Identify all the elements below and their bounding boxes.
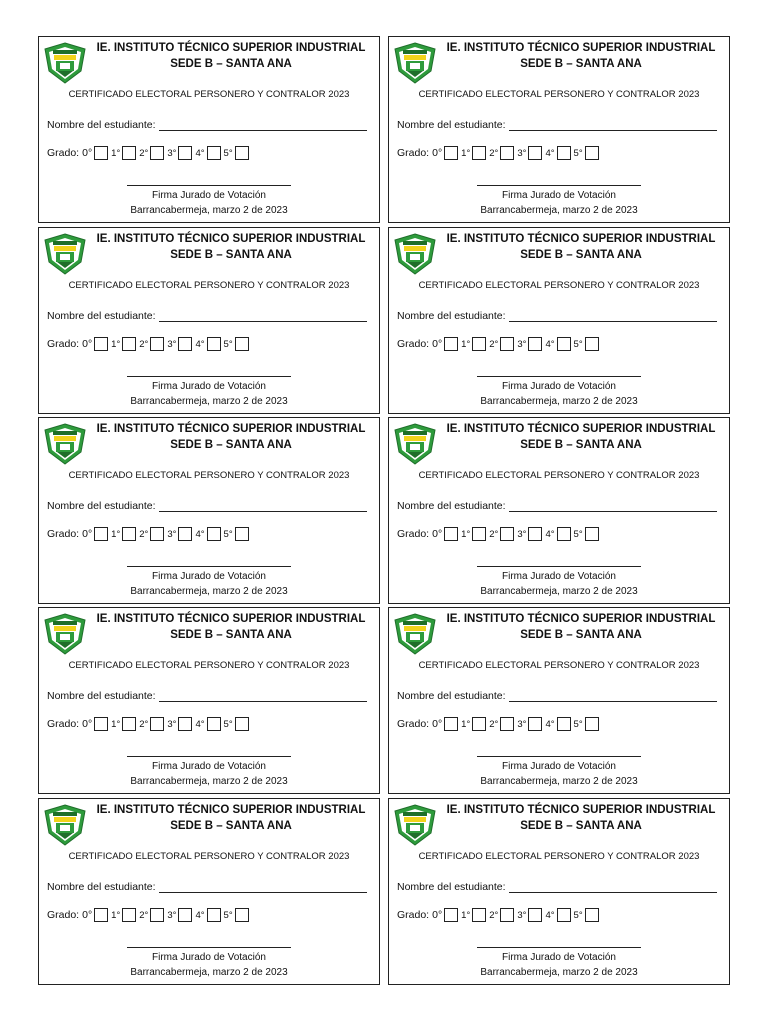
student-name-field[interactable]: [47, 881, 367, 893]
grade-checkbox[interactable]: [235, 908, 249, 922]
grade-label: Grado:: [397, 147, 430, 159]
student-name-field[interactable]: [47, 310, 367, 322]
grade-option-2[interactable]: 2°: [486, 146, 514, 160]
grade-label: Grado:: [397, 909, 430, 921]
grade-option-2[interactable]: 2°: [486, 717, 514, 731]
student-name-label: Nombre del estudiante:: [47, 119, 156, 131]
place-date: Barrancabermeja, marzo 2 de 2023: [480, 205, 638, 216]
grade-checkbox[interactable]: [122, 337, 136, 351]
grade-option-3[interactable]: 3°: [164, 527, 192, 541]
certificate-card: [388, 417, 730, 604]
student-name-field[interactable]: [47, 500, 367, 512]
grade-selector: [397, 146, 599, 160]
grade-option-0[interactable]: 0°: [429, 337, 458, 351]
grade-option-4[interactable]: 4°: [542, 146, 570, 160]
grade-selector: [397, 717, 599, 731]
grade-checkbox[interactable]: [585, 527, 599, 541]
grade-option-3[interactable]: 3°: [164, 337, 192, 351]
signature-label: Firma Jurado de Votación: [152, 952, 266, 963]
certificate-card: [388, 36, 730, 223]
student-name-label: Nombre del estudiante:: [397, 500, 506, 512]
grade-checkbox[interactable]: [94, 337, 108, 351]
grade-checkbox[interactable]: [94, 527, 108, 541]
certificate-card: [38, 798, 380, 985]
grade-checkbox[interactable]: [178, 527, 192, 541]
grade-option-2[interactable]: 2°: [486, 527, 514, 541]
grade-checkbox[interactable]: [122, 908, 136, 922]
place-date: Barrancabermeja, marzo 2 de 2023: [480, 967, 638, 978]
certificate-card: [388, 798, 730, 985]
school-name: IE. INSTITUTO TÉCNICO SUPERIOR INDUSTRIAL: [96, 804, 366, 816]
student-name-blank-line[interactable]: [509, 882, 717, 893]
grade-option-0[interactable]: 0°: [79, 527, 108, 541]
grade-selector: [47, 527, 249, 541]
grade-checkbox[interactable]: [207, 527, 221, 541]
grade-option-1[interactable]: 1°: [458, 527, 486, 541]
school-name: IE. INSTITUTO TÉCNICO SUPERIOR INDUSTRIAL: [446, 42, 716, 54]
campus-name: SEDE B – SANTA ANA: [520, 249, 642, 261]
grade-option-0[interactable]: 0°: [429, 146, 458, 160]
grade-checkbox[interactable]: [500, 337, 514, 351]
school-crest-logo: [393, 422, 437, 466]
grade-checkbox[interactable]: [557, 908, 571, 922]
grade-checkbox[interactable]: [528, 337, 542, 351]
grade-checkbox[interactable]: [585, 717, 599, 731]
signature-line[interactable]: [127, 376, 291, 377]
certificate-card: [38, 417, 380, 604]
signature-line[interactable]: [127, 756, 291, 757]
grade-option-3[interactable]: 3°: [514, 337, 542, 351]
grade-checkbox[interactable]: [585, 337, 599, 351]
grade-checkbox[interactable]: [235, 146, 249, 160]
grade-option-0[interactable]: 0°: [429, 527, 458, 541]
grade-checkbox[interactable]: [207, 717, 221, 731]
grade-label: Grado:: [47, 909, 80, 921]
school-crest-logo: [393, 803, 437, 847]
grade-checkbox[interactable]: [472, 717, 486, 731]
campus-name: SEDE B – SANTA ANA: [170, 249, 292, 261]
grade-option-0[interactable]: 0°: [79, 337, 108, 351]
grade-option-1[interactable]: 1°: [458, 337, 486, 351]
grade-checkbox[interactable]: [178, 146, 192, 160]
grade-option-2[interactable]: 2°: [136, 146, 164, 160]
grade-checkbox[interactable]: [150, 337, 164, 351]
school-crest-logo: [43, 803, 87, 847]
grade-option-1[interactable]: 1°: [108, 146, 136, 160]
grade-checkbox[interactable]: [207, 337, 221, 351]
grade-selector: [397, 527, 599, 541]
grade-option-3[interactable]: 3°: [164, 717, 192, 731]
school-crest-logo: [43, 422, 87, 466]
student-name-label: Nombre del estudiante:: [397, 881, 506, 893]
certificate-title: CERTIFICADO ELECTORAL PERSONERO Y CONTRALOR 2023: [418, 89, 700, 100]
grade-checkbox[interactable]: [500, 146, 514, 160]
grade-option-5[interactable]: 5°: [221, 337, 249, 351]
grade-option-5[interactable]: 5°: [221, 146, 249, 160]
signature-line[interactable]: [477, 566, 641, 567]
grade-checkbox[interactable]: [500, 717, 514, 731]
grade-checkbox[interactable]: [585, 146, 599, 160]
grade-option-4[interactable]: 4°: [542, 717, 570, 731]
signature-line[interactable]: [477, 185, 641, 186]
school-name: IE. INSTITUTO TÉCNICO SUPERIOR INDUSTRIAL: [446, 423, 716, 435]
signature-line[interactable]: [127, 566, 291, 567]
grade-checkbox[interactable]: [94, 717, 108, 731]
grade-option-0[interactable]: 0°: [429, 908, 458, 922]
grade-option-4[interactable]: 4°: [192, 908, 220, 922]
school-name: IE. INSTITUTO TÉCNICO SUPERIOR INDUSTRIAL: [96, 423, 366, 435]
grade-option-4[interactable]: 4°: [192, 337, 220, 351]
grade-selector: [47, 337, 249, 351]
certificate-title: CERTIFICADO ELECTORAL PERSONERO Y CONTRALOR 2023: [418, 470, 700, 481]
student-name-label: Nombre del estudiante:: [397, 119, 506, 131]
student-name-blank-line[interactable]: [509, 501, 717, 512]
grade-checkbox[interactable]: [122, 717, 136, 731]
signature-line[interactable]: [477, 947, 641, 948]
student-name-field[interactable]: [47, 119, 367, 131]
grade-checkbox[interactable]: [472, 146, 486, 160]
signature-label: Firma Jurado de Votación: [152, 761, 266, 772]
certificate-card: [388, 607, 730, 794]
grade-option-0[interactable]: 0°: [79, 908, 108, 922]
grade-checkbox[interactable]: [150, 717, 164, 731]
grade-option-2[interactable]: 2°: [136, 527, 164, 541]
place-date: Barrancabermeja, marzo 2 de 2023: [130, 967, 288, 978]
student-name-label: Nombre del estudiante:: [397, 310, 506, 322]
grade-option-5[interactable]: 5°: [571, 337, 599, 351]
certificate-card: [38, 607, 380, 794]
student-name-blank-line[interactable]: [159, 882, 367, 893]
signature-label: Firma Jurado de Votación: [502, 571, 616, 582]
school-name: IE. INSTITUTO TÉCNICO SUPERIOR INDUSTRIAL: [446, 804, 716, 816]
place-date: Barrancabermeja, marzo 2 de 2023: [130, 776, 288, 787]
grade-checkbox[interactable]: [150, 146, 164, 160]
signature-label: Firma Jurado de Votación: [502, 190, 616, 201]
grade-selector: [397, 908, 599, 922]
grade-label: Grado:: [47, 147, 80, 159]
grade-option-3[interactable]: 3°: [514, 908, 542, 922]
grade-option-5[interactable]: 5°: [571, 146, 599, 160]
place-date: Barrancabermeja, marzo 2 de 2023: [480, 776, 638, 787]
signature-line[interactable]: [477, 756, 641, 757]
grade-checkbox[interactable]: [178, 337, 192, 351]
campus-name: SEDE B – SANTA ANA: [520, 629, 642, 641]
student-name-label: Nombre del estudiante:: [397, 690, 506, 702]
grade-option-3[interactable]: 3°: [164, 908, 192, 922]
grade-label: Grado:: [47, 338, 80, 350]
grade-option-0[interactable]: 0°: [79, 717, 108, 731]
signature-label: Firma Jurado de Votación: [152, 190, 266, 201]
grade-checkbox[interactable]: [235, 337, 249, 351]
grade-checkbox[interactable]: [207, 146, 221, 160]
campus-name: SEDE B – SANTA ANA: [170, 820, 292, 832]
school-name: IE. INSTITUTO TÉCNICO SUPERIOR INDUSTRIAL: [96, 233, 366, 245]
grade-option-5[interactable]: 5°: [571, 527, 599, 541]
place-date: Barrancabermeja, marzo 2 de 2023: [480, 586, 638, 597]
campus-name: SEDE B – SANTA ANA: [170, 629, 292, 641]
grade-checkbox[interactable]: [528, 717, 542, 731]
student-name-field[interactable]: [397, 119, 717, 131]
certificate-title: CERTIFICADO ELECTORAL PERSONERO Y CONTRALOR 2023: [68, 851, 350, 862]
grade-option-1[interactable]: 1°: [458, 908, 486, 922]
grade-selector: [47, 146, 249, 160]
grade-checkbox[interactable]: [444, 146, 458, 160]
grade-option-1[interactable]: 1°: [108, 717, 136, 731]
grade-checkbox[interactable]: [122, 146, 136, 160]
grade-checkbox[interactable]: [528, 908, 542, 922]
grade-checkbox[interactable]: [122, 527, 136, 541]
grade-label: Grado:: [397, 528, 430, 540]
signature-label: Firma Jurado de Votación: [502, 381, 616, 392]
campus-name: SEDE B – SANTA ANA: [170, 439, 292, 451]
grade-option-5[interactable]: 5°: [221, 527, 249, 541]
certificate-title: CERTIFICADO ELECTORAL PERSONERO Y CONTRALOR 2023: [68, 280, 350, 291]
grade-checkbox[interactable]: [472, 908, 486, 922]
student-name-blank-line[interactable]: [509, 691, 717, 702]
student-name-label: Nombre del estudiante:: [47, 500, 156, 512]
student-name-label: Nombre del estudiante:: [47, 310, 156, 322]
student-name-blank-line[interactable]: [509, 120, 717, 131]
place-date: Barrancabermeja, marzo 2 de 2023: [130, 205, 288, 216]
grade-option-3[interactable]: 3°: [164, 146, 192, 160]
certificate-title: CERTIFICADO ELECTORAL PERSONERO Y CONTRALOR 2023: [418, 280, 700, 291]
student-name-label: Nombre del estudiante:: [47, 881, 156, 893]
signature-line[interactable]: [127, 947, 291, 948]
grade-checkbox[interactable]: [235, 527, 249, 541]
grade-checkbox[interactable]: [94, 146, 108, 160]
grade-option-0[interactable]: 0°: [429, 717, 458, 731]
grade-option-0[interactable]: 0°: [79, 146, 108, 160]
grade-checkbox[interactable]: [500, 527, 514, 541]
student-name-blank-line[interactable]: [159, 501, 367, 512]
grade-option-4[interactable]: 4°: [192, 146, 220, 160]
school-name: IE. INSTITUTO TÉCNICO SUPERIOR INDUSTRIAL: [446, 613, 716, 625]
grade-checkbox[interactable]: [150, 908, 164, 922]
student-name-field[interactable]: [397, 690, 717, 702]
grade-label: Grado:: [47, 718, 80, 730]
place-date: Barrancabermeja, marzo 2 de 2023: [130, 586, 288, 597]
grade-option-3[interactable]: 3°: [514, 527, 542, 541]
school-crest-logo: [43, 612, 87, 656]
grade-option-2[interactable]: 2°: [136, 908, 164, 922]
grade-option-1[interactable]: 1°: [108, 527, 136, 541]
student-name-field[interactable]: [397, 310, 717, 322]
grade-checkbox[interactable]: [235, 717, 249, 731]
certificate-title: CERTIFICADO ELECTORAL PERSONERO Y CONTRALOR 2023: [68, 470, 350, 481]
signature-label: Firma Jurado de Votación: [152, 571, 266, 582]
grade-checkbox[interactable]: [557, 337, 571, 351]
grade-checkbox[interactable]: [557, 146, 571, 160]
grade-option-3[interactable]: 3°: [514, 717, 542, 731]
certificate-title: CERTIFICADO ELECTORAL PERSONERO Y CONTRALOR 2023: [418, 851, 700, 862]
grade-selector: [397, 337, 599, 351]
grade-option-2[interactable]: 2°: [136, 717, 164, 731]
grade-checkbox[interactable]: [178, 908, 192, 922]
grade-selector: [47, 908, 249, 922]
school-crest-logo: [393, 232, 437, 276]
grade-option-4[interactable]: 4°: [192, 527, 220, 541]
grade-checkbox[interactable]: [178, 717, 192, 731]
certificate-card: [38, 227, 380, 414]
certificate-title: CERTIFICADO ELECTORAL PERSONERO Y CONTRALOR 2023: [418, 660, 700, 671]
grade-option-2[interactable]: 2°: [486, 908, 514, 922]
place-date: Barrancabermeja, marzo 2 de 2023: [480, 396, 638, 407]
grade-checkbox[interactable]: [528, 527, 542, 541]
signature-line[interactable]: [477, 376, 641, 377]
grade-option-3[interactable]: 3°: [514, 146, 542, 160]
signature-line[interactable]: [127, 185, 291, 186]
certificate-title: CERTIFICADO ELECTORAL PERSONERO Y CONTRALOR 2023: [68, 89, 350, 100]
student-name-blank-line[interactable]: [159, 691, 367, 702]
campus-name: SEDE B – SANTA ANA: [520, 58, 642, 70]
grade-option-1[interactable]: 1°: [108, 337, 136, 351]
student-name-blank-line[interactable]: [159, 120, 367, 131]
grade-option-5[interactable]: 5°: [221, 717, 249, 731]
grade-checkbox[interactable]: [557, 717, 571, 731]
student-name-label: Nombre del estudiante:: [47, 690, 156, 702]
grade-option-1[interactable]: 1°: [458, 146, 486, 160]
grade-checkbox[interactable]: [150, 527, 164, 541]
certificate-title: CERTIFICADO ELECTORAL PERSONERO Y CONTRALOR 2023: [68, 660, 350, 671]
student-name-field[interactable]: [397, 881, 717, 893]
grade-checkbox[interactable]: [444, 337, 458, 351]
school-name: IE. INSTITUTO TÉCNICO SUPERIOR INDUSTRIAL: [96, 42, 366, 54]
signature-label: Firma Jurado de Votación: [502, 952, 616, 963]
grade-option-5[interactable]: 5°: [571, 717, 599, 731]
grade-checkbox[interactable]: [94, 908, 108, 922]
grade-checkbox[interactable]: [500, 908, 514, 922]
student-name-blank-line[interactable]: [509, 311, 717, 322]
grade-checkbox[interactable]: [528, 146, 542, 160]
school-crest-logo: [393, 41, 437, 85]
school-crest-logo: [43, 232, 87, 276]
grade-selector: [47, 717, 249, 731]
student-name-field[interactable]: [397, 500, 717, 512]
grade-checkbox[interactable]: [557, 527, 571, 541]
campus-name: SEDE B – SANTA ANA: [170, 58, 292, 70]
school-name: IE. INSTITUTO TÉCNICO SUPERIOR INDUSTRIAL: [446, 233, 716, 245]
grade-label: Grado:: [397, 718, 430, 730]
grade-option-5[interactable]: 5°: [221, 908, 249, 922]
student-name-blank-line[interactable]: [159, 311, 367, 322]
student-name-field[interactable]: [47, 690, 367, 702]
grade-label: Grado:: [47, 528, 80, 540]
grade-option-4[interactable]: 4°: [542, 527, 570, 541]
grade-checkbox[interactable]: [472, 337, 486, 351]
grade-label: Grado:: [397, 338, 430, 350]
grade-option-4[interactable]: 4°: [542, 337, 570, 351]
grade-option-5[interactable]: 5°: [571, 908, 599, 922]
signature-label: Firma Jurado de Votación: [152, 381, 266, 392]
certificate-card: [388, 227, 730, 414]
grade-checkbox[interactable]: [207, 908, 221, 922]
signature-label: Firma Jurado de Votación: [502, 761, 616, 772]
grade-checkbox[interactable]: [444, 717, 458, 731]
grade-option-4[interactable]: 4°: [192, 717, 220, 731]
place-date: Barrancabermeja, marzo 2 de 2023: [130, 396, 288, 407]
certificate-card: [38, 36, 380, 223]
grade-option-1[interactable]: 1°: [458, 717, 486, 731]
grade-checkbox[interactable]: [444, 527, 458, 541]
school-name: IE. INSTITUTO TÉCNICO SUPERIOR INDUSTRIAL: [96, 613, 366, 625]
grade-checkbox[interactable]: [472, 527, 486, 541]
campus-name: SEDE B – SANTA ANA: [520, 820, 642, 832]
grade-option-2[interactable]: 2°: [136, 337, 164, 351]
grade-checkbox[interactable]: [444, 908, 458, 922]
campus-name: SEDE B – SANTA ANA: [520, 439, 642, 451]
grade-option-1[interactable]: 1°: [108, 908, 136, 922]
grade-option-2[interactable]: 2°: [486, 337, 514, 351]
grade-checkbox[interactable]: [585, 908, 599, 922]
school-crest-logo: [393, 612, 437, 656]
grade-option-4[interactable]: 4°: [542, 908, 570, 922]
school-crest-logo: [43, 41, 87, 85]
